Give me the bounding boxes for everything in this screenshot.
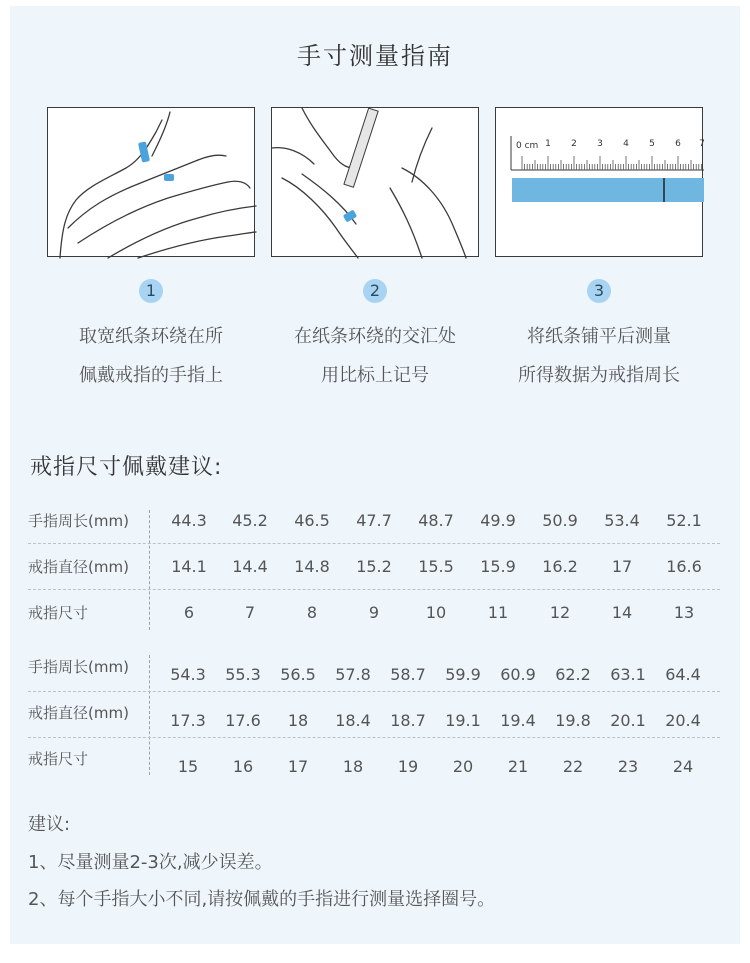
table-cell: 20.1 (610, 711, 646, 730)
table-cell: 23 (617, 757, 639, 776)
table-cell: 18.7 (390, 711, 426, 730)
ruler-tick-label: 6 (675, 139, 681, 149)
ruler-tick-label: 5 (649, 139, 655, 149)
table-cell: 54.3 (170, 665, 206, 684)
table-cell: 14 (611, 603, 633, 622)
table-row (28, 737, 720, 783)
table-cell: 18 (287, 711, 309, 730)
table-cell: 14.8 (294, 557, 330, 576)
table-cell: 19.8 (555, 711, 591, 730)
step-1-badge: 1 (139, 279, 163, 303)
step-3-badge: 3 (587, 279, 611, 303)
table-cell: 48.7 (418, 511, 454, 530)
ruler-unit: 0 cm (516, 141, 539, 151)
table-cell: 19.4 (500, 711, 536, 730)
table-cell: 53.4 (604, 511, 640, 530)
table-cell: 58.7 (390, 665, 426, 684)
advice-item: 2、每个手指大小不同,请按佩戴的手指进行测量选择圈号。 (28, 889, 496, 910)
table-cell: 17 (287, 757, 309, 776)
table-cell: 8 (306, 603, 318, 622)
ruler-tick-label: 7 (699, 139, 705, 149)
ruler-tick-label: 1 (545, 139, 551, 149)
table-cell: 46.5 (294, 511, 330, 530)
table-cell: 20 (452, 757, 474, 776)
table-cell: 62.2 (555, 665, 591, 684)
table-row (28, 589, 720, 635)
step-2-illustration (271, 107, 479, 257)
table-cell: 17.3 (170, 711, 206, 730)
step-3-text-line2: 所得数据为戒指周长 (518, 365, 680, 386)
pen-marking-icon (272, 108, 480, 258)
table-cell: 57.8 (335, 665, 371, 684)
table-cell: 17 (611, 557, 633, 576)
row-label: 戒指尺寸 (28, 604, 89, 622)
table-cell: 55.3 (225, 665, 261, 684)
step-3-illustration (495, 107, 703, 257)
table-cell: 17.6 (225, 711, 261, 730)
step-3-text-line1: 将纸条铺平后测量 (527, 326, 671, 347)
table-cell: 15 (177, 757, 199, 776)
table-cell: 7 (244, 603, 256, 622)
table-cell: 13 (673, 603, 695, 622)
hand-ring-icon (48, 108, 256, 258)
table-cell: 16.6 (666, 557, 702, 576)
ruler-tick-label: 2 (571, 139, 577, 149)
table-cell: 15.5 (418, 557, 454, 576)
table-cell: 21 (507, 757, 529, 776)
table-cell: 52.1 (666, 511, 702, 530)
row-label: 手指周长(mm) (28, 658, 129, 676)
table-cell: 14.4 (232, 557, 268, 576)
table-row (28, 497, 720, 544)
table-cell: 15.9 (480, 557, 516, 576)
step-2-text-line1: 在纸条环绕的交汇处 (294, 326, 456, 347)
table-cell: 24 (672, 757, 694, 776)
table-cell: 19 (397, 757, 419, 776)
table-row (28, 543, 720, 590)
table-cell: 14.1 (171, 557, 207, 576)
step-1-illustration (47, 107, 255, 257)
table-cell: 45.2 (232, 511, 268, 530)
table-cell: 10 (425, 603, 447, 622)
step-1-text-line2: 佩戴戒指的手指上 (79, 365, 223, 386)
table-cell: 22 (562, 757, 584, 776)
table-cell: 49.9 (480, 511, 516, 530)
table-cell: 20.4 (665, 711, 701, 730)
table-cell: 44.3 (171, 511, 207, 530)
ruler-tick-label: 4 (623, 139, 629, 149)
table-cell: 18.4 (335, 711, 371, 730)
table-cell: 9 (368, 603, 380, 622)
paper-strip (512, 178, 704, 202)
row-label: 戒指直径(mm) (28, 558, 129, 576)
table-cell: 6 (183, 603, 195, 622)
table-cell: 16.2 (542, 557, 578, 576)
table-cell: 12 (549, 603, 571, 622)
table-cell: 63.1 (610, 665, 646, 684)
row-label: 戒指直径(mm) (28, 704, 129, 722)
ruler-tick-label: 3 (597, 139, 603, 149)
row-label: 手指周长(mm) (28, 512, 129, 530)
advice-item: 1、尽量测量2-3次,减少误差。 (28, 852, 273, 873)
table-cell: 16 (232, 757, 254, 776)
table-cell: 11 (487, 603, 509, 622)
table-cell: 60.9 (500, 665, 536, 684)
ruler-icon (496, 108, 704, 258)
table-row (28, 645, 720, 692)
size-section-title: 戒指尺寸佩戴建议: (30, 455, 223, 480)
table-cell: 64.4 (665, 665, 701, 684)
table-cell: 19.1 (445, 711, 481, 730)
table-cell: 18 (342, 757, 364, 776)
step-2-text-line2: 用比标上记号 (321, 365, 429, 386)
table-row (28, 691, 720, 738)
table-cell: 59.9 (445, 665, 481, 684)
row-label: 戒指尺寸 (28, 750, 89, 768)
step-2-badge: 2 (363, 279, 387, 303)
table-cell: 15.2 (356, 557, 392, 576)
table-cell: 50.9 (542, 511, 578, 530)
table-cell: 56.5 (280, 665, 316, 684)
table-cell: 47.7 (356, 511, 392, 530)
advice-heading: 建议: (28, 814, 71, 835)
step-1-text-line1: 取宽纸条环绕在所 (79, 326, 223, 347)
page-title: 手寸测量指南 (297, 42, 453, 70)
